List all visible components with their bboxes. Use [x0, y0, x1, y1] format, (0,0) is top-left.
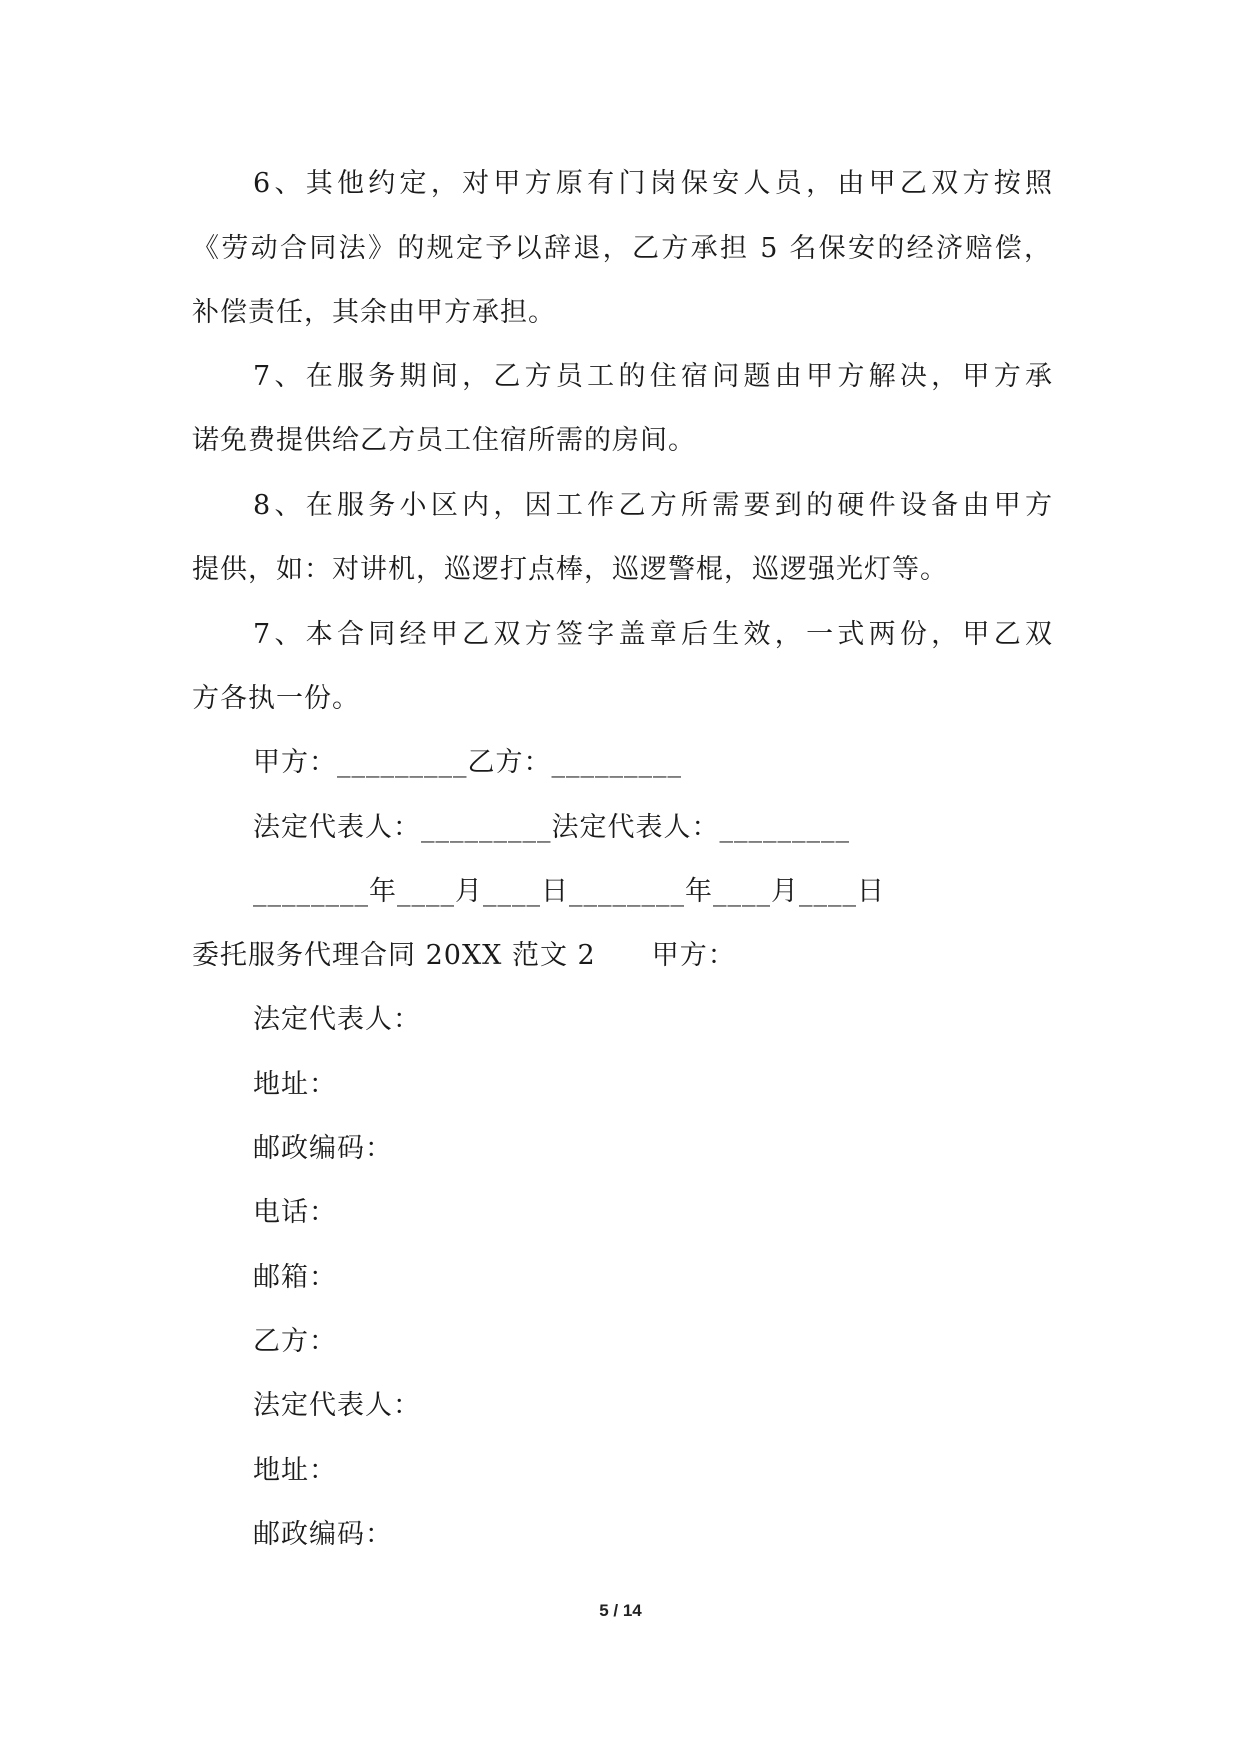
party-a-address-label: 地址： [253, 1069, 337, 1100]
paragraph-7-line-1: 7、在服务期间，乙方员工的住宿问题由甲方解决，甲方承 [253, 361, 1053, 392]
party-a-phone-label: 电话： [253, 1197, 337, 1228]
paragraph-6-line-2: 《劳动合同法》的规定予以辞退，乙方承担 5 名保安的经济赔偿， [192, 233, 1052, 264]
paragraph-8-line-1: 8、在服务小区内，因工作乙方所需要到的硬件设备由甲方 [253, 490, 1053, 521]
paragraph-6-line-3: 补偿责任，其余由甲方承担。 [192, 297, 556, 328]
paragraph-9-line-2: 方各执一份。 [192, 683, 360, 714]
paragraph-8-line-2: 提供，如：对讲机，巡逻打点棒，巡逻警棍，巡逻强光灯等。 [192, 554, 948, 585]
party-a-representative-label: 法定代表人： [253, 1004, 421, 1035]
party-b-postcode-label: 邮政编码： [253, 1519, 393, 1550]
paragraph-9-line-1: 7、本合同经甲乙双方签字盖章后生效，一式两份，甲乙双 [253, 619, 1053, 650]
signature-parties-line: 甲方：_________乙方：_________ [253, 747, 682, 778]
party-b-label: 乙方： [253, 1326, 337, 1357]
party-a-postcode-label: 邮政编码： [253, 1133, 393, 1164]
paragraph-7-line-2: 诺免费提供给乙方员工住宿所需的房间。 [192, 425, 696, 456]
contract-template-heading: 委托服务代理合同 20XX 范文 2 甲方： [192, 940, 736, 971]
party-b-address-label: 地址： [253, 1455, 337, 1486]
page-number: 5 / 14 [599, 1601, 642, 1620]
paragraph-6-line-1: 6、其他约定，对甲方原有门岗保安人员，由甲乙双方按照 [253, 168, 1053, 199]
party-b-representative-label: 法定代表人： [253, 1390, 421, 1421]
party-a-email-label: 邮箱： [253, 1262, 337, 1293]
signature-representatives-line: 法定代表人：_________法定代表人：_________ [253, 812, 850, 843]
signature-dates-line: ________年____月____日________年____月____日 [253, 876, 885, 907]
